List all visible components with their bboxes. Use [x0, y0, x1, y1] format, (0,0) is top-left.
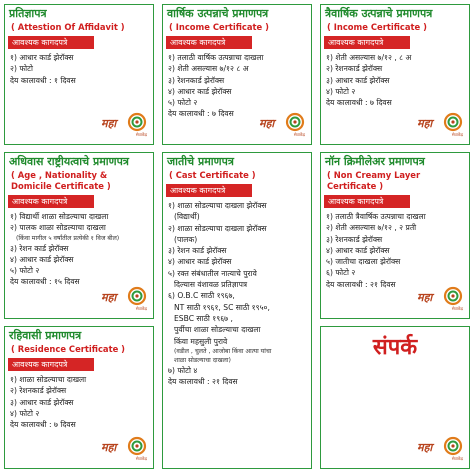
card-residence [4, 326, 154, 469]
list-item: दिल्यास वंशावळ प्रतिज्ञापत्र [174, 280, 248, 290]
list-item: ६) O.B.C साठी १९६७, [168, 291, 235, 301]
list-item: ५) रक्त संबंधातील नात्याचे पुरावे [168, 268, 257, 278]
list-item: १) विद्यार्थी शाळा सोडल्याचा दाखला [10, 212, 109, 221]
list-item: ५) फोटो २ [168, 98, 198, 108]
list-item: १) शाळा सोडल्याचा दाखला [10, 375, 87, 384]
maha-seva-logo [259, 112, 305, 138]
duration: देय कालावधी : २१ दिवस [168, 377, 238, 387]
list-item: ६) फोटो २ [326, 268, 356, 278]
doc-list [163, 200, 311, 376]
swirl-icon [443, 112, 463, 132]
list-item-note: (किंवा मागील ५ वर्षांतील प्रत्येकी १ विज बील) [16, 234, 120, 242]
required-docs-label: आवश्यक कागदपत्रे [8, 358, 94, 371]
list-item: २) शेती असल्यास ७/१२ , २ प्रती [326, 223, 417, 233]
required-docs-label: आवश्यक कागदपत्रे [8, 36, 94, 49]
list-item: ४) फोटो २ [326, 86, 356, 96]
logo-subtext: सेवाकेंद्र [135, 456, 147, 461]
card-title: अधिवास राष्ट्रीयत्वाचे प्रमाणपत्र [9, 155, 129, 168]
card-title: प्रतिज्ञापत्र [9, 7, 47, 20]
maha-seva-logo [417, 112, 463, 138]
list-item: ४) आधार कार्ड झेरॉक्स [168, 86, 232, 96]
duration: देय कालावधी : ७ दिवस [10, 420, 76, 430]
logo-text: महा [259, 117, 275, 130]
list-item: ४) आधार कार्ड झेरॉक्स [326, 245, 390, 255]
swirl-icon [443, 436, 463, 456]
list-item: १) आधार कार्ड झेरॉक्स [10, 53, 74, 62]
list-item-note: (वडील , चुलते , आजोबा किंवा आत्या यांचा [174, 347, 272, 355]
list-item: ७) फोटो ४ [168, 365, 198, 375]
contact-title: संपर्क [372, 334, 418, 360]
doc-list [163, 52, 311, 108]
duration: देय कालावधी : २१ दिवस [326, 279, 396, 289]
list-item: (विद्यार्थी) [174, 212, 200, 222]
required-docs-label: आवश्यक कागदपत्रे [324, 195, 410, 208]
logo-subtext: सेवाकेंद्र [135, 306, 147, 311]
swirl-icon [127, 436, 147, 456]
duration: देय कालावधी : १५ दिवस [10, 277, 80, 287]
logo-text: महा [417, 291, 433, 304]
maha-seva-logo [101, 286, 147, 312]
required-docs-label: आवश्यक कागदपत्रे [166, 184, 252, 197]
doc-list [321, 211, 469, 279]
list-item: ५) जातीचा दाखला झेरॉक्स [326, 257, 401, 267]
list-item: १) शेती असल्यास ७/१२ , ८ अ [326, 53, 412, 62]
list-item: ४) फोटो २ [10, 408, 40, 418]
logo-text: महा [101, 117, 117, 130]
card-subtitle: ( Income Certificate ) [169, 22, 269, 32]
card-title: रहिवासी प्रमाणपत्र [9, 329, 82, 342]
list-item: ४) आधार कार्ड झेरॉक्स [168, 257, 232, 267]
list-item: (पालक) [174, 234, 198, 244]
list-item: किंवा महसुली पुरावे [174, 336, 228, 346]
services-grid [4, 4, 470, 470]
list-item: ३) रेशन कार्ड झेरॉक्स [10, 243, 69, 253]
card-income-triennial [320, 4, 470, 145]
logo-text: महा [101, 291, 117, 304]
card-subtitle: ( Cast Certificate ) [169, 170, 256, 180]
card-subtitle: ( Attestion Of Affidavit ) [11, 22, 125, 32]
logo-text: महा [417, 117, 433, 130]
maha-seva-logo [417, 436, 463, 462]
list-item: २) पालक शाळा सोडल्याचा दाखला [10, 223, 106, 233]
duration: देय कालावधी : ७ दिवस [168, 109, 234, 119]
list-item: २) शेती असल्यास ७/१२ ८ अ [168, 64, 249, 74]
list-item: ३) रेशन कार्ड झेरॉक्स [168, 246, 227, 256]
card-subtitle: ( Age , Nationality & Domicile Certificate ) [11, 170, 111, 191]
logo-subtext: सेवाकेंद्र [451, 132, 463, 137]
logo-subtext: सेवाकेंद्र [451, 306, 463, 311]
card-title: वार्षिक उत्पन्नाचे प्रमाणपत्र [167, 7, 269, 20]
logo-subtext: सेवाकेंद्र [135, 132, 147, 137]
doc-list [5, 374, 153, 419]
doc-list [5, 211, 153, 276]
card-affidavit [4, 4, 154, 145]
list-item: पुर्वीचा शाळा सोडल्याचा दाखला [174, 325, 261, 335]
list-item: ३) आधार कार्ड झेरॉक्स [10, 397, 74, 407]
list-item: ३) रेशनकार्ड झेरॉक्स [168, 75, 225, 85]
logo-text: महा [101, 441, 117, 454]
maha-seva-logo [101, 112, 147, 138]
list-item: २) फोटो [10, 64, 33, 74]
maha-seva-logo [101, 436, 147, 462]
duration: देय कालावधी : ७ दिवस [326, 98, 392, 108]
card-income-annual [162, 4, 312, 145]
card-subtitle: ( Residence Certificate ) [11, 344, 126, 354]
list-item: २) शाळा सोडल्याचा दाखला झेरॉक्स [168, 223, 267, 233]
card-caste [162, 152, 312, 469]
logo-subtext: सेवाकेंद्र [451, 456, 463, 461]
list-item: NT साठी १९६१, SC साठी १९५०, [174, 302, 270, 312]
doc-list [5, 52, 153, 75]
list-item-note: शाळा सोडल्याचा दाखला) [174, 356, 231, 364]
card-domicile [4, 152, 154, 319]
card-title: त्रैवार्षिक उत्पन्नाचे प्रमाणपत्र [325, 7, 433, 20]
list-item: २) रेशनकार्ड झेरॉक्स [10, 386, 67, 396]
list-item: १) शाळा सोडल्याचा दाखला झेरॉक्स [168, 201, 267, 210]
list-item: ५) फोटो २ [10, 266, 40, 276]
logo-subtext: सेवाकेंद्र [293, 132, 305, 137]
swirl-icon [127, 286, 147, 306]
list-item: ३) रेशनकार्ड झेरॉक्स [326, 234, 383, 244]
card-title: नॉन क्रिमीलेअर प्रमाणपत्र [325, 155, 425, 168]
maha-seva-logo [417, 286, 463, 312]
card-subtitle: ( Non Creamy Layer Certificate ) [327, 170, 421, 191]
card-title: जातीचे प्रमाणपत्र [167, 155, 234, 168]
swirl-icon [443, 286, 463, 306]
list-item: ESBC साठी १९६७ , [174, 313, 233, 323]
swirl-icon [285, 112, 305, 132]
swirl-icon [127, 112, 147, 132]
card-subtitle: ( Income Certificate ) [327, 22, 427, 32]
card-non-creamy-layer [320, 152, 470, 319]
required-docs-label: आवश्यक कागदपत्रे [8, 195, 94, 208]
card-contact [320, 326, 470, 469]
doc-list [321, 52, 469, 97]
logo-text: महा [417, 441, 433, 454]
required-docs-label: आवश्यक कागदपत्रे [166, 36, 252, 49]
list-item: २) रेशनकार्ड झेरॉक्स [326, 64, 383, 74]
list-item: ४) आधार कार्ड झेरॉक्स [10, 254, 74, 264]
required-docs-label: आवश्यक कागदपत्रे [324, 36, 410, 49]
duration: देय कालावधी : १ दिवस [10, 75, 76, 85]
list-item: १) तलाठी वार्षिक उत्पन्नाचा दाखला [168, 53, 264, 62]
list-item: १) तलाठी त्रैवार्षिक उत्पन्नाचा दाखला [326, 212, 426, 221]
list-item: ३) आधार कार्ड झेरॉक्स [326, 75, 390, 85]
